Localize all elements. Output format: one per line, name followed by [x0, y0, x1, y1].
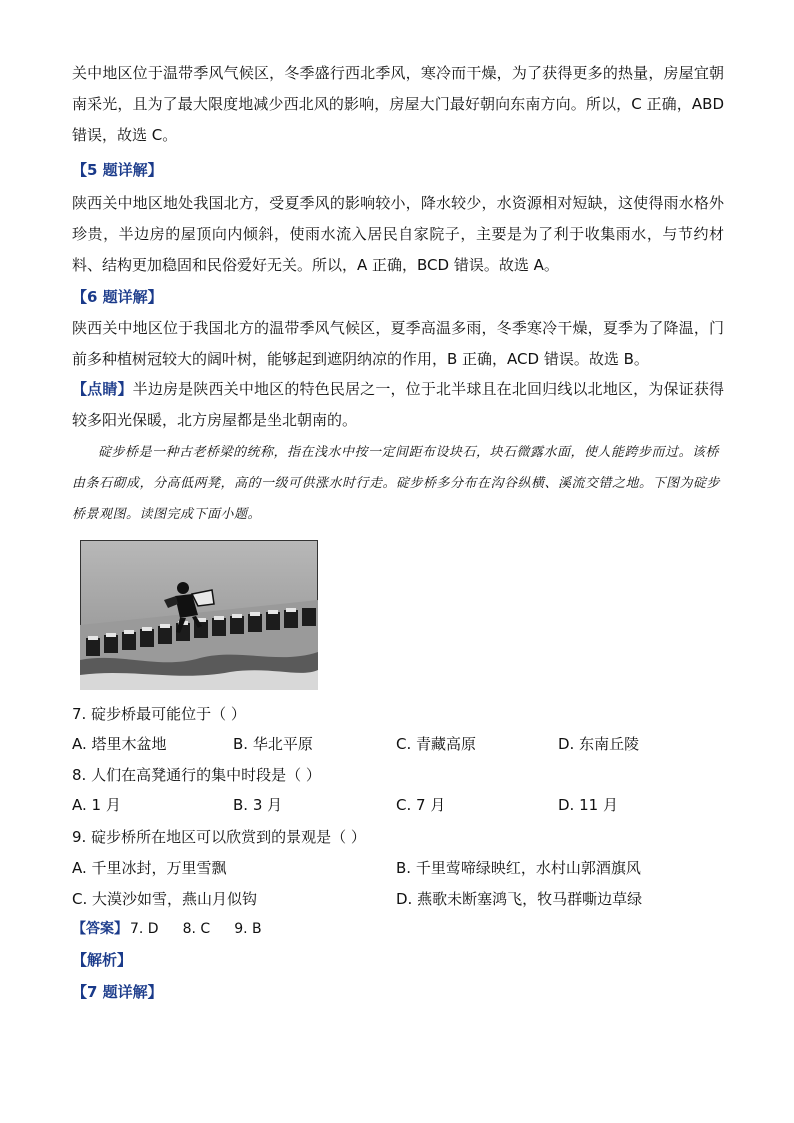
- q9-option-a[interactable]: A. 千里冰封，万里雪飘: [72, 859, 227, 877]
- q8-option-c[interactable]: C. 7 月: [396, 796, 446, 814]
- q8-option-d[interactable]: D. 11 月: [558, 796, 618, 814]
- question-9-stem: 9. 碇步桥所在地区可以欣赏到的景观是（ ）: [72, 828, 366, 846]
- q7-option-c[interactable]: C. 青藏高原: [396, 735, 477, 753]
- reading-passage: 碇步桥是一种古老桥梁的统称，指在浅水中按一定间距布设块石，块石微露水面，使人能跨步而过。该桥由条石砌成，分高低两凳，高的一级可供涨水时行走。碇步桥多分布在沟谷纵横、溪流交错之地。下图为碇步桥景观图。读图完成下面小题。: [72, 445, 721, 522]
- dianjing-text: 半边房是陕西关中地区的特色民居之一，位于北半球且在北回归线以北地区，为保证获得较多阳光保暖，北方房屋都是坐北朝南的。: [72, 380, 724, 429]
- answer-line: [72, 918, 284, 940]
- section-heading-q6: [72, 286, 163, 308]
- q9-option-c[interactable]: C. 大漠沙如雪，燕山月似钩: [72, 890, 258, 908]
- explanation-paragraph-4: 关中地区位于温带季风气候区，冬季盛行西北季风，寒冷而干燥，为了获得更多的热量，房屋宜朝南采光，且为了最大限度地减少西北风的影响，房屋大门最好朝向东南方向。所以，C 正确，ABD 错误，故选 C。: [72, 64, 724, 144]
- q7-heading-label: 【7 题详解】: [72, 983, 163, 1001]
- q7-option-a[interactable]: A. 塔里木盆地: [72, 735, 167, 753]
- q8-option-b[interactable]: B. 3 月: [233, 796, 283, 814]
- analysis-label: 【解析】: [72, 951, 133, 969]
- q7-option-d[interactable]: D. 东南丘陵: [558, 735, 640, 753]
- explanation-paragraph-6: 陕西关中地区位于我国北方的温带季风气候区，夏季高温多雨，冬季寒冷干燥，夏季为了降温，门前多种植树冠较大的阔叶树，能够起到遮阴纳凉的作用，B 正确，ACD 错误。故选 B。: [72, 319, 724, 368]
- explanation-paragraph-5: 陕西关中地区地处我国北方，受夏季风的影响较小，降水较少，水资源相对短缺，这使得雨水格外珍贵，半边房的屋顶向内倾斜，使雨水流入居民自家院子，主要是为了利于收集雨水，与节约材料、结构更加稳固和民俗爱好无关。所以，A 正确，BCD 错误。故选 A。: [72, 194, 724, 274]
- answer-value-7: 7. D: [130, 921, 159, 937]
- q8-option-a[interactable]: A. 1 月: [72, 796, 121, 814]
- answer-label: 【答案】: [72, 921, 128, 937]
- answer-value-8: 8. C: [182, 921, 211, 937]
- question-7-stem: 7. 碇步桥最可能位于（ ）: [72, 705, 246, 723]
- analysis-heading: [72, 949, 132, 971]
- q7-option-b[interactable]: B. 华北平原: [233, 735, 313, 753]
- q9-option-b[interactable]: B. 千里莺啼绿映红，水村山郭酒旗风: [396, 859, 641, 877]
- section-heading-q5: [72, 159, 163, 181]
- stepping-stone-bridge-photo: [80, 540, 318, 690]
- question-8-stem: 8. 人们在高凳通行的集中时段是（ ）: [72, 766, 321, 784]
- q6-heading-label: 【6 题详解】: [72, 288, 163, 306]
- q9-option-d[interactable]: D. 燕歌未断塞鸿飞，牧马群嘶边草绿: [396, 890, 643, 908]
- answer-value-9: 9. B: [234, 921, 262, 937]
- dianjing-label: 【点睛】: [72, 380, 133, 398]
- q5-heading-label: 【5 题详解】: [72, 161, 163, 179]
- section-heading-q7: [72, 981, 163, 1003]
- dianjing-paragraph: [72, 374, 724, 436]
